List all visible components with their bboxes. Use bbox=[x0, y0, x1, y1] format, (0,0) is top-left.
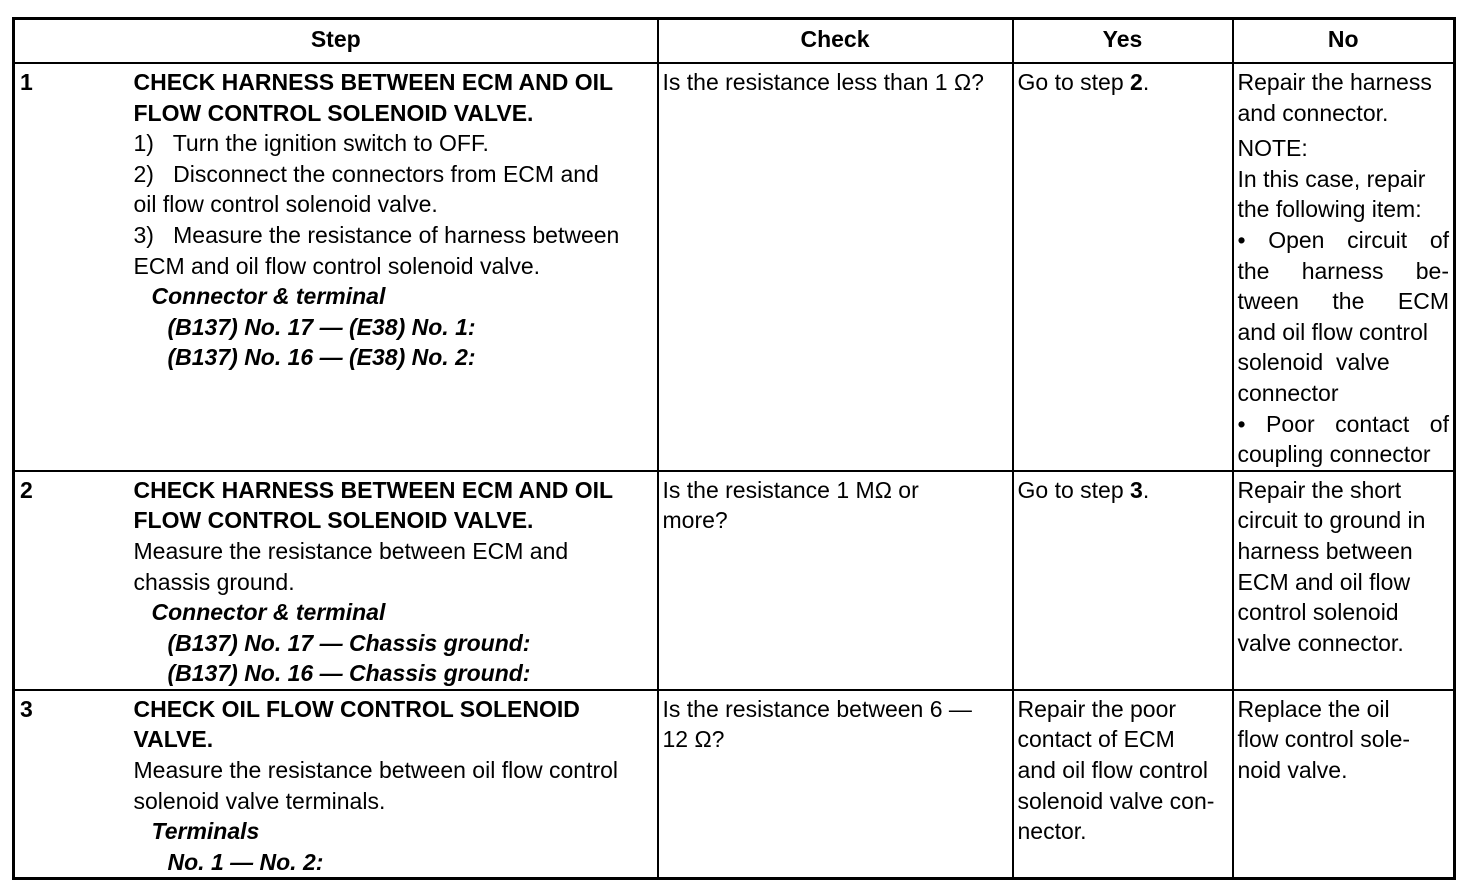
step-text: oil flow control solenoid valve. bbox=[133, 191, 438, 218]
header-yes: Yes bbox=[1013, 19, 1233, 64]
step-description bbox=[134, 690, 658, 879]
terminal-item: No. 1 — No. 2: bbox=[167, 848, 324, 875]
no-text: and oil flow control bbox=[1237, 318, 1428, 345]
check-text: Is the resistance between 6 — bbox=[662, 695, 972, 722]
yes-text: Repair the poor bbox=[1017, 695, 1177, 722]
table-row bbox=[14, 690, 1455, 879]
no-cell bbox=[1233, 63, 1455, 471]
yes-text: nector. bbox=[1017, 818, 1087, 845]
step-text: Measure the resistance between oil flow control bbox=[133, 757, 619, 784]
yes-suffix: . bbox=[1142, 476, 1150, 503]
no-text: control solenoid bbox=[1237, 599, 1399, 626]
connector-heading: Connector & terminal bbox=[151, 283, 386, 310]
no-text: valve connector. bbox=[1237, 629, 1404, 656]
yes-text: and oil flow control bbox=[1017, 757, 1208, 784]
no-text: tween the ECM bbox=[1237, 288, 1449, 315]
no-text: the following item: bbox=[1237, 196, 1422, 223]
no-text: the harness be- bbox=[1237, 257, 1449, 284]
no-bullet: • Open circuit of bbox=[1237, 226, 1449, 253]
table-row bbox=[14, 471, 1455, 690]
step-text: 1) Turn the ignition switch to OFF. bbox=[133, 130, 489, 157]
step-title: VALVE. bbox=[133, 726, 214, 753]
yes-prefix: Go to step bbox=[1017, 476, 1131, 503]
step-text: 2) Disconnect the connectors from ECM and bbox=[133, 160, 599, 187]
table-header-row bbox=[14, 19, 1455, 64]
no-text: noid valve. bbox=[1237, 757, 1348, 784]
step-text: Measure the resistance between ECM and bbox=[133, 537, 569, 564]
no-text: ECM and oil flow bbox=[1237, 568, 1411, 595]
header-check: Check bbox=[658, 19, 1013, 64]
yes-text: contact of ECM bbox=[1017, 726, 1175, 753]
connector-item: (B137) No. 17 — Chassis ground: bbox=[167, 629, 531, 656]
yes-cell bbox=[1013, 63, 1233, 471]
step-text: chassis ground. bbox=[133, 568, 295, 595]
no-cell bbox=[1233, 471, 1455, 690]
no-text: flow control sole- bbox=[1237, 726, 1411, 753]
no-text: Replace the oil bbox=[1237, 695, 1390, 722]
no-text: connector bbox=[1237, 379, 1339, 406]
step-number: 1 bbox=[14, 63, 134, 471]
no-bullet: • Poor contact of bbox=[1237, 410, 1449, 437]
yes-prefix: Go to step bbox=[1017, 69, 1131, 95]
no-cell bbox=[1233, 690, 1455, 879]
no-text: circuit to ground in bbox=[1237, 507, 1426, 534]
step-text: 3) Measure the resistance of harness between bbox=[133, 221, 620, 248]
table-row bbox=[14, 63, 1455, 471]
check-text: Is the resistance 1 MΩ or bbox=[662, 476, 919, 503]
yes-cell bbox=[1013, 690, 1233, 879]
check-text: more? bbox=[662, 507, 728, 534]
step-title: FLOW CONTROL SOLENOID VALVE. bbox=[133, 99, 534, 126]
header-step: Step bbox=[14, 19, 658, 64]
check-cell bbox=[658, 690, 1013, 879]
no-text: coupling connector bbox=[1237, 441, 1431, 468]
step-title: CHECK OIL FLOW CONTROL SOLENOID bbox=[133, 695, 580, 722]
step-text: solenoid valve terminals. bbox=[133, 787, 386, 814]
step-title: CHECK HARNESS BETWEEN ECM AND OIL bbox=[133, 476, 614, 503]
no-text: harness between bbox=[1237, 537, 1413, 564]
step-number: 2 bbox=[14, 471, 134, 690]
yes-step-link: 2 bbox=[1130, 69, 1143, 95]
connector-heading: Connector & terminal bbox=[151, 599, 386, 626]
header-no: No bbox=[1233, 19, 1455, 64]
no-text: In this case, repair bbox=[1237, 165, 1426, 192]
yes-text: solenoid valve con- bbox=[1017, 787, 1215, 814]
step-description bbox=[134, 471, 658, 690]
yes-cell bbox=[1013, 471, 1233, 690]
note-label: NOTE: bbox=[1237, 135, 1308, 162]
step-title: CHECK HARNESS BETWEEN ECM AND OIL bbox=[133, 69, 614, 95]
check-text: 12 Ω? bbox=[662, 726, 725, 753]
connector-item: (B137) No. 16 — Chassis ground: bbox=[167, 660, 531, 687]
no-text: Repair the short bbox=[1237, 476, 1402, 503]
terminals-heading: Terminals bbox=[151, 818, 260, 845]
no-text: Repair the harness bbox=[1237, 69, 1432, 95]
yes-step-link: 3 bbox=[1130, 476, 1143, 503]
no-text: and connector. bbox=[1237, 99, 1389, 126]
step-description bbox=[134, 63, 658, 471]
check-cell: Is the resistance less than 1 Ω? bbox=[658, 63, 1013, 471]
step-text: ECM and oil flow control solenoid valve. bbox=[133, 252, 541, 279]
connector-item: (B137) No. 16 — (E38) No. 2: bbox=[167, 344, 476, 371]
step-number: 3 bbox=[14, 690, 134, 879]
yes-suffix: . bbox=[1142, 69, 1150, 95]
step-title: FLOW CONTROL SOLENOID VALVE. bbox=[133, 507, 534, 534]
diagnostic-table bbox=[12, 17, 1456, 880]
connector-item: (B137) No. 17 — (E38) No. 1: bbox=[167, 313, 476, 340]
no-text: solenoid valve bbox=[1237, 349, 1390, 376]
check-cell bbox=[658, 471, 1013, 690]
